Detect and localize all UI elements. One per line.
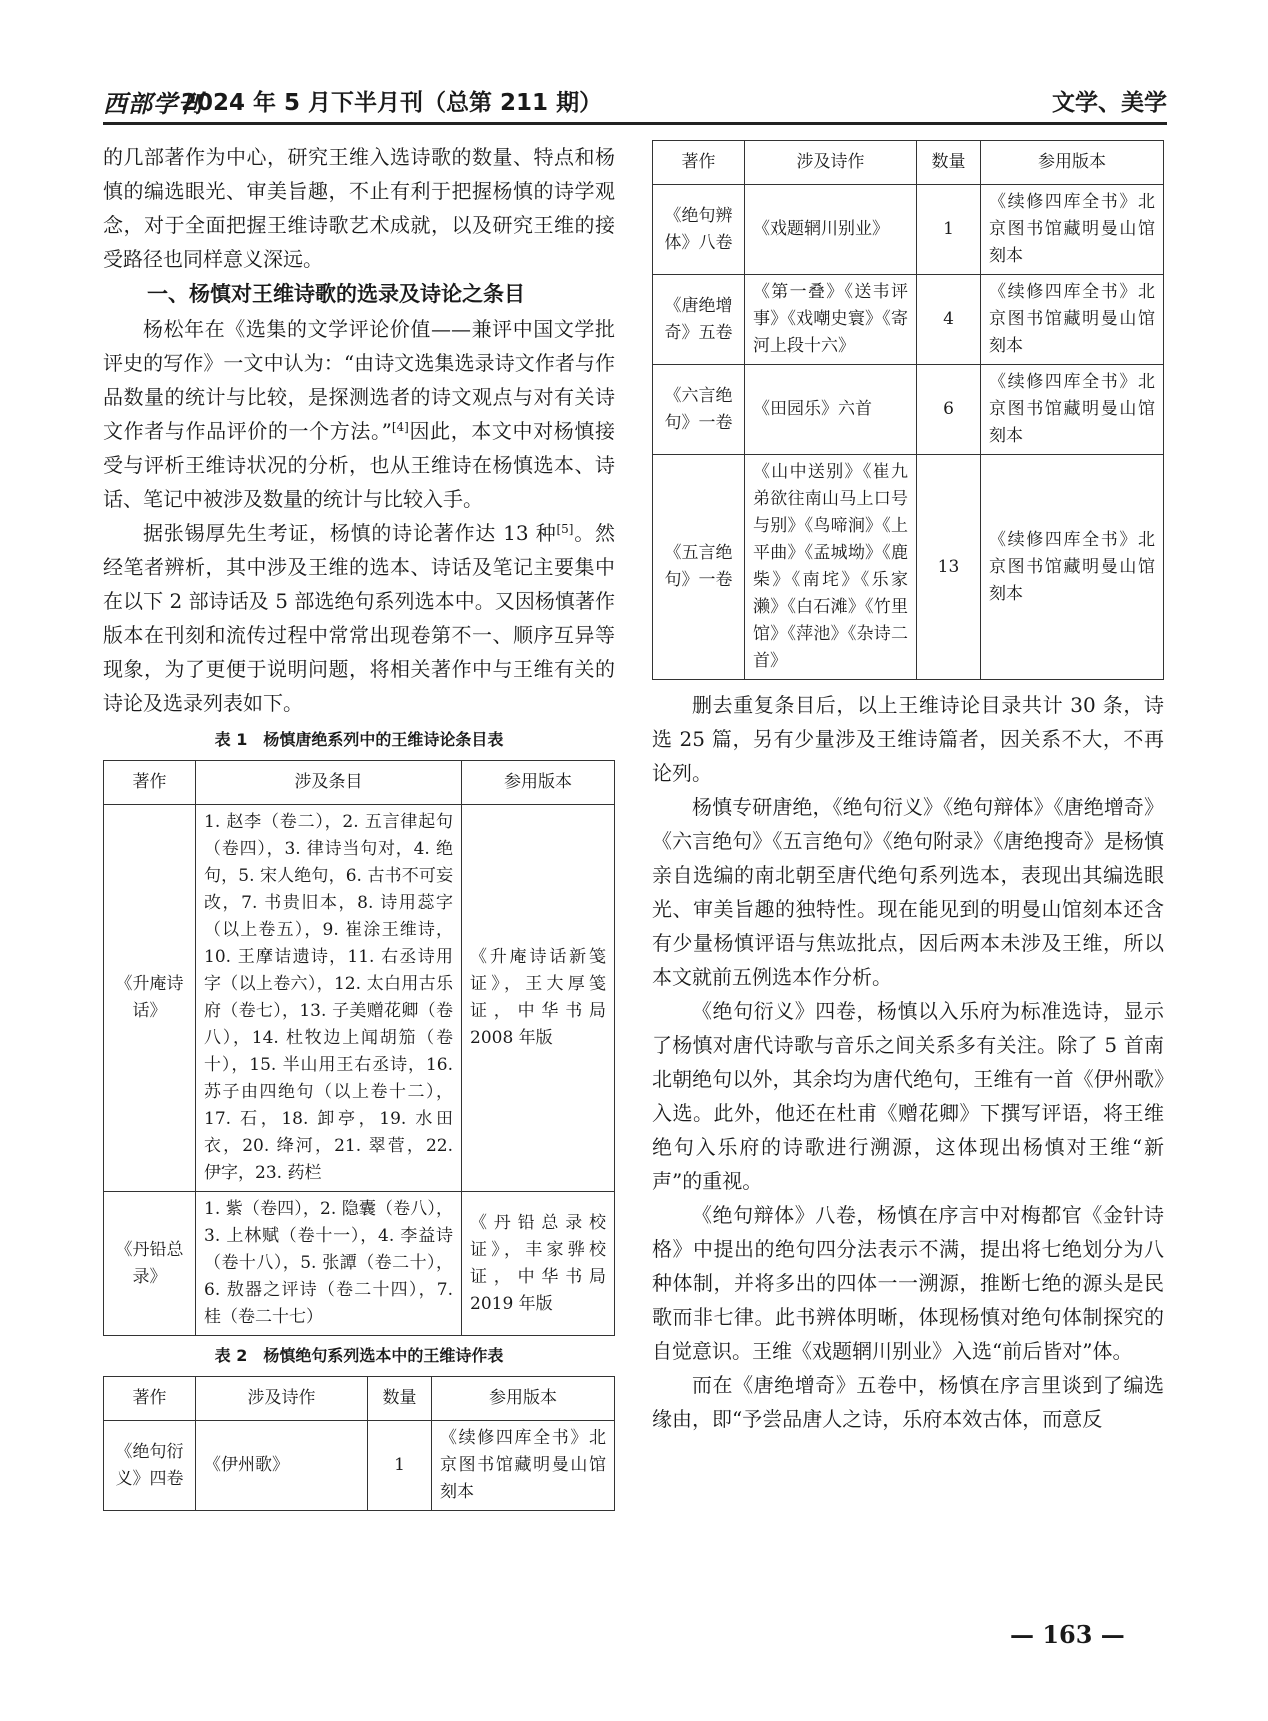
paragraph-text: 。然经笔者辨析，其中涉及王维的选本、诗话及笔记主要集中在以下 2 部诗话及 5 部选绝句系列选本中。又因杨慎著作版本在刊刻和流传过程中常常出现卷第不一、顺序互异等现象，为了更便于说明问题，将相关著作中与王维有关的诗论及选录列表如下。 [103,521,615,715]
paragraph: 《绝句辩体》八卷，杨慎在序言中对梅都官《金针诗格》中提出的绝句四分法表示不满，提出将七绝划分为八种体制，并将多出的四体一一溯源，推断七绝的源头是民歌而非七律。此书辨体明晰，体现杨慎对绝句体制探究的自觉意识。王维《戏题辋川别业》入选“前后皆对”体。 [652,1203,1164,1363]
table-cell: 《丹铅总录校证》，丰家骅校证，中华书局 2019 年版 [462,1192,615,1336]
table-header-row [653,141,1164,185]
table-cell: 《丹铅总录》 [104,1192,196,1336]
table-cell: 《升庵诗话新笺证》，王大厚笺证，中华书局 2008 年版 [462,805,615,1192]
table-row [653,455,1164,680]
page-number: — 163 — [1010,1620,1125,1649]
paragraph-text: 据张锡厚先生考证，杨慎的诗论著作达 13 种 [143,521,557,545]
column-header: 数量 [917,141,981,185]
paragraph [103,312,615,516]
column-header: 数量 [368,1377,432,1421]
right-column [652,140,1164,1436]
table-cell: 《续修四库全书》北京图书馆藏明曼山馆刻本 [432,1421,615,1511]
paragraph: 《绝句衍义》四卷，杨慎以入乐府为标准选诗，显示了杨慎对唐代诗歌与音乐之间关系多有关注。除了 5 首南北朝绝句以外，其余均为唐代绝句，王维有一首《伊州歌》入选。此外，他还在杜甫《赠花卿》下撰写评语，将王维绝句入乐府的诗歌进行溯源，这体现出杨慎对王维“新声”的重视。 [652,999,1164,1193]
table-cell: 《唐绝增奇》五卷 [653,275,745,365]
table-header-row [104,1377,615,1421]
column-header: 涉及诗作 [196,1377,368,1421]
paragraph [103,516,615,720]
table-cell: 《山中送别》《崔九弟欲往南山马上口号与别》《鸟啼涧》《上平曲》《孟城坳》《鹿柴》《南垞》《乐家濑》《白石滩》《竹里馆》《萍池》《杂诗二首》 [745,455,917,680]
table-caption: 表 2 杨慎绝句系列选本中的王维诗作表 [214,1346,504,1365]
table-cell: 《戏题辋川别业》 [745,185,917,275]
paragraph: 的几部著作为中心，研究王维入选诗歌的数量、特点和杨慎的编选眼光、审美旨趣，不止有利于把握杨慎的诗学观念，对于全面把握王维诗歌艺术成就，以及研究王维的接受路径也同样意义深远。 [103,145,615,271]
table-cell: 4 [917,275,981,365]
column-header: 参用版本 [432,1377,615,1421]
table-cell: 《续修四库全书》北京图书馆藏明曼山馆刻本 [981,365,1164,455]
column-header: 著作 [653,141,745,185]
table-cell: 1 [368,1421,432,1511]
table-header-row [104,761,615,805]
table-2-part-2 [652,140,1164,680]
table-cell: 《续修四库全书》北京图书馆藏明曼山馆刻本 [981,185,1164,275]
column-header: 涉及条目 [196,761,462,805]
table-row [104,1192,615,1336]
table-row [653,365,1164,455]
journal-section: 文学、美学 [1052,90,1167,116]
table-caption: 表 1 杨慎唐绝系列中的王维诗论条目表 [214,730,504,749]
paragraph: 而在《唐绝增奇》五卷中，杨慎在序言里谈到了编选缘由，即“予尝品唐人之诗，乐府本效古体，而意反 [652,1373,1164,1431]
table-row [104,1421,615,1511]
table-cell: 《五言绝句》一卷 [653,455,745,680]
table-row [653,275,1164,365]
citation-ref: [5] [556,522,574,536]
column-header: 参用版本 [981,141,1164,185]
table-cell: 《续修四库全书》北京图书馆藏明曼山馆刻本 [981,275,1164,365]
journal-issue: 2024 年 5 月下半月刊（总第 211 期） [181,90,603,116]
citation-ref: [4] [391,420,409,434]
column-header: 涉及诗作 [745,141,917,185]
paragraph: 删去重复条目后，以上王维诗论目录共计 30 条，诗选 25 篇，另有少量涉及王维诗篇者，因关系不大，不再论列。 [652,693,1164,785]
paragraph-text: 因此，本文中对杨慎接受与评析王维诗状况的分析，也从王维诗在杨慎选本、诗话、笔记中被涉及数量的统计与比较入手。 [103,419,615,511]
table-1 [103,760,615,1336]
journal-logo: 西部学刊 [103,89,203,118]
table-cell: 1 [917,185,981,275]
table-cell: 1. 赵李（卷二），2. 五言律起句（卷四），3. 律诗当句对，4. 绝句，5. 宋人绝句，6. 古书不可妄改，7. 书贵旧本，8. 诗用蕊字（以上卷五），9. 崔涂王维诗，10. 王摩诘遗诗，11. 右丞诗用字（以上卷六），12. 太白用古乐府（卷七），13. 子美赠花卿（卷八），14. 杜牧边上闻胡笳（卷十），15. 半山用王右丞诗，16. 苏子由四绝句（以上卷十二），17. 石，18. 卸亭，19. 水田衣，20. 绛河，21. 翠菅，22. 伊字，23. 药栏 [196,805,462,1192]
table-cell: 1. 紫（卷四），2. 隐囊（卷八），3. 上林赋（卷十一），4. 李益诗（卷十八），5. 张譚（卷二十），6. 敖器之评诗（卷二十四），7. 桂（卷二十七） [196,1192,462,1336]
header-rule [103,122,1167,125]
running-header [103,84,1167,118]
table-cell: 《田园乐》六首 [745,365,917,455]
section-heading: 一、杨慎对王维诗歌的选录及诗论之条目 [147,282,525,306]
left-column [103,140,615,1511]
table-cell: 《六言绝句》一卷 [653,365,745,455]
paragraph: 杨慎专研唐绝，《绝句衍义》《绝句辩体》《唐绝增奇》《六言绝句》《五言绝句》《绝句附录》《唐绝搜奇》是杨慎亲自选编的南北朝至唐代绝句系列选本，表现出其编选眼光、审美旨趣的独特性。现在能见到的明曼山馆刻本还含有少量杨慎评语与焦竑批点，因后两本未涉及王维，所以本文就前五例选本作分析。 [652,795,1164,989]
column-header: 著作 [104,1377,196,1421]
paragraph-text: 杨松年在《选集的文学评论价值——兼评中国文学批评史的写作》一文中认为：“由诗文选集选录诗文作者与作品数量的统计与比较，是探测选者的诗文观点与对有关诗文作者与作品评价的一个方法。” [103,317,615,443]
table-cell: 《绝句辨体》八卷 [653,185,745,275]
table-row [653,185,1164,275]
table-cell: 《续修四库全书》北京图书馆藏明曼山馆刻本 [981,455,1164,680]
table-cell: 《第一叠》《送韦评事》《戏嘲史寰》《寄河上段十六》 [745,275,917,365]
table-cell: 《升庵诗话》 [104,805,196,1192]
table-2-part-1 [103,1376,615,1511]
table-row [104,805,615,1192]
column-header: 参用版本 [462,761,615,805]
table-cell: 13 [917,455,981,680]
table-cell: 6 [917,365,981,455]
table-cell: 《伊州歌》 [196,1421,368,1511]
table-cell: 《绝句衍义》四卷 [104,1421,196,1511]
column-header: 著作 [104,761,196,805]
